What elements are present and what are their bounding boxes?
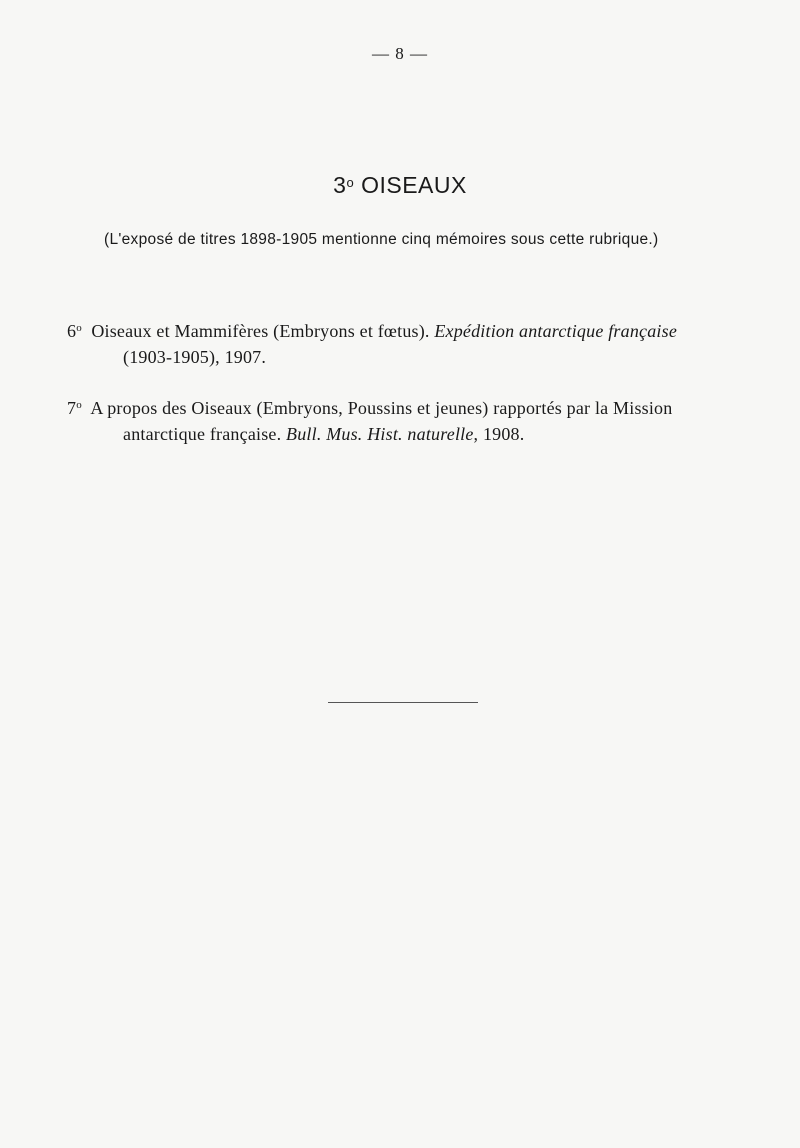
section-note: (L'exposé de titres 1898-1905 mentionne cinq mémoires sous cette rubrique.): [104, 231, 659, 248]
entry-7-text1: A propos des Oiseaux (Embryons, Poussins et jeunes) rapportés par la Mission: [90, 398, 673, 418]
entry-6-italic: Expédition antarctique française: [434, 321, 678, 341]
entry-7: [67, 392, 747, 447]
page-number: — 8 —: [372, 44, 428, 63]
entry-6-number: [67, 315, 82, 344]
entry-7-line1: [67, 392, 747, 421]
entry-6-num: 6: [67, 321, 77, 341]
entry-6-num-sup: o: [76, 322, 82, 334]
entry-7-num: 7: [67, 398, 77, 418]
entry-7-text2: antarctique française.: [123, 424, 287, 444]
entry-7-italic: Bull. Mus. Hist. naturelle: [286, 424, 474, 444]
entry-6: [67, 315, 747, 370]
entry-6-text2: (1903-1905), 1907.: [123, 347, 267, 367]
entry-6-line1: [67, 315, 747, 344]
section-number: 3: [333, 172, 347, 198]
entry-7-text3: , 1908.: [473, 424, 525, 444]
section-number-sup: o: [346, 175, 355, 190]
entry-7-num-sup: o: [76, 399, 82, 411]
end-rule: [328, 702, 478, 703]
entry-6-text1: Oiseaux et Mammifères (Embryons et fœtus).: [91, 321, 435, 341]
section-title-text: OISEAUX: [361, 172, 467, 198]
entry-7-number: [67, 392, 82, 421]
entry-7-line2: [67, 421, 747, 447]
section-title: [0, 172, 800, 199]
